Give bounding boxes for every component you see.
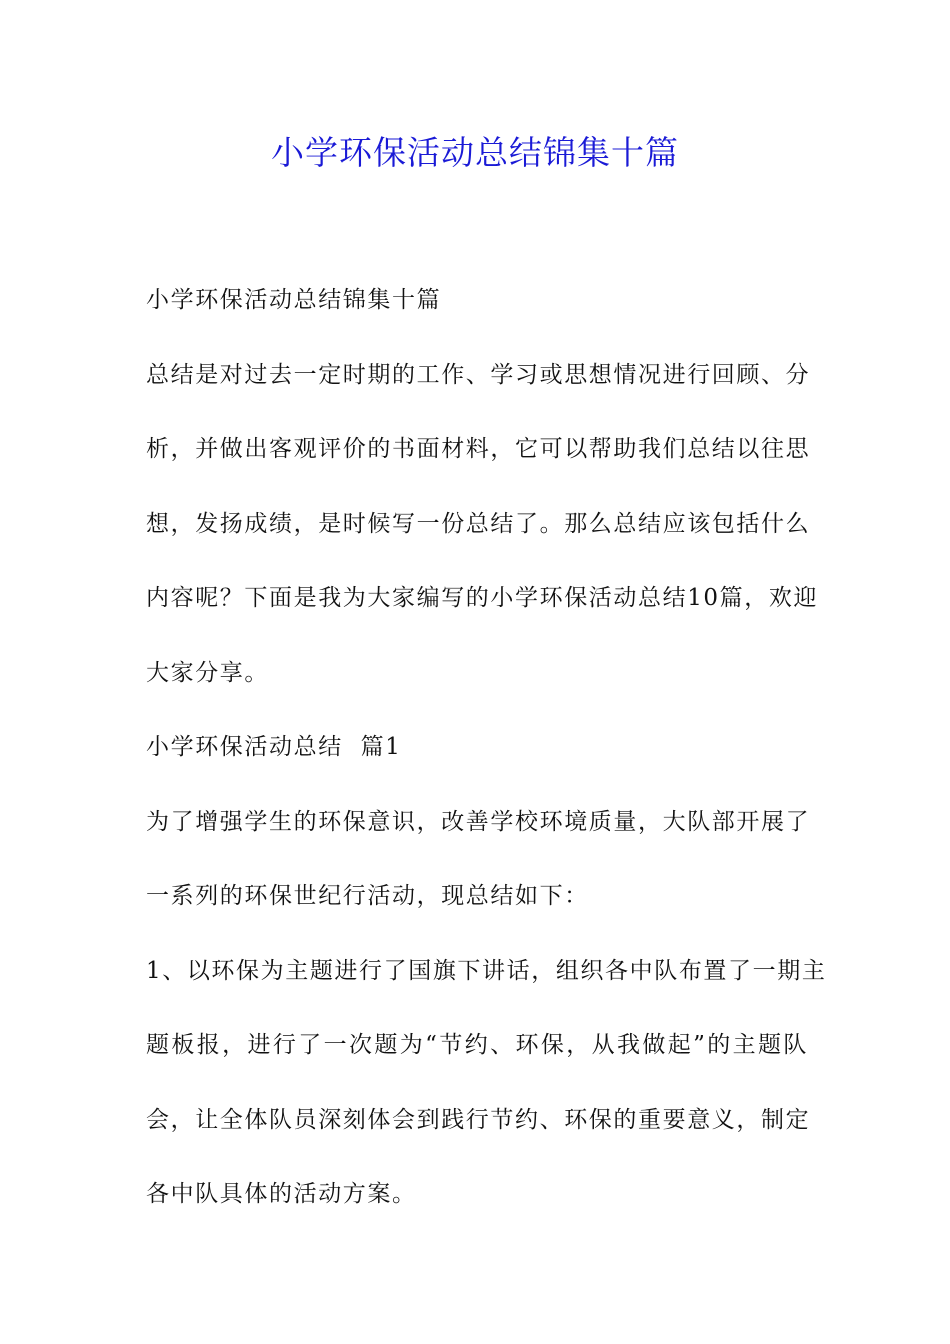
intro-line: 想，发扬成绩，是时候写一份总结了。那么总结应该包括什么 [146,510,811,537]
section-heading: 小学环保活动总结 篇1 [146,734,402,760]
document-body [146,263,827,1232]
intro-line: 内容呢？下面是我为大家编写的小学环保活动总结10篇，欢迎 [146,585,819,611]
section-intro-line: 为了增强学生的环保意识，改善学校环境质量，大队部开展了 [146,808,811,835]
item-1-paragraph [146,934,827,1232]
item-1-line: 各中队具体的活动方案。 [146,1181,417,1207]
item-1-line: 1、以环保为主题进行了国旗下讲话，组织各中队布置了一期主 [146,957,827,984]
section-intro-line: 一系列的环保世纪行活动，现总结如下： [146,883,589,909]
document-subtitle: 小学环保活动总结锦集十篇 [146,287,442,313]
intro-line: 析，并做出客观评价的书面材料，它可以帮助我们总结以往思 [146,436,811,462]
intro-line: 大家分享。 [146,659,269,686]
page-title: 小学环保活动总结锦集十篇 [271,133,679,172]
intro-paragraph [146,338,819,711]
intro-line: 总结是对过去一定时期的工作、学习或思想情况进行回顾、分 [146,361,811,388]
item-1-line: 题板报，进行了一次题为“节约、环保，从我做起”的主题队 [146,1032,808,1058]
item-1-line: 会，让全体队员深刻体会到践行节约、环保的重要意义，制定 [146,1106,811,1133]
section-intro-paragraph [146,785,811,934]
